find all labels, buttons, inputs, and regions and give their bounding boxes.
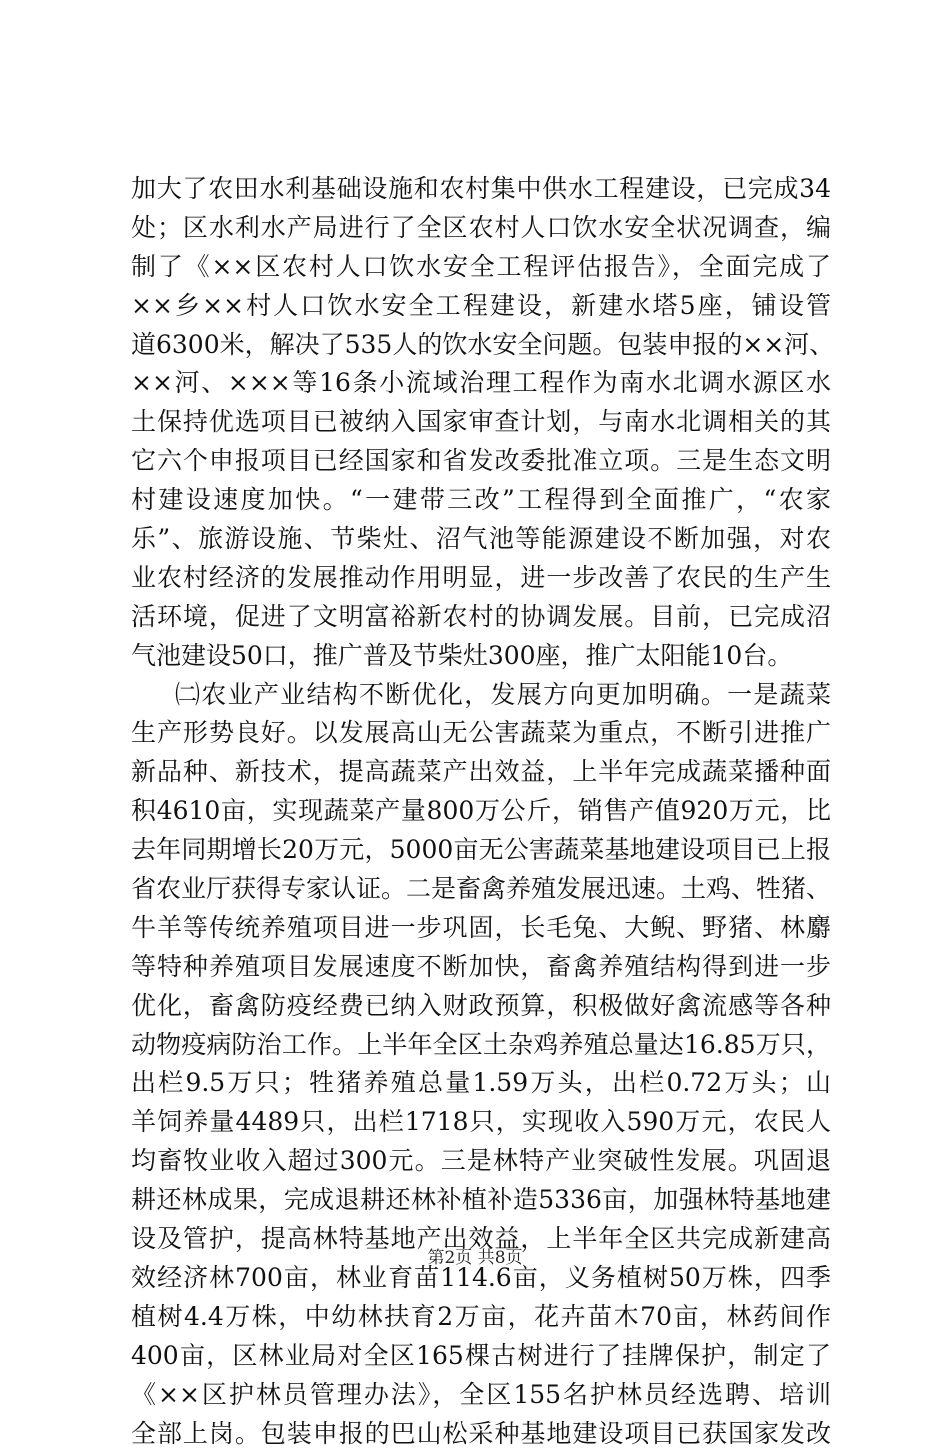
text-line: 活环境，促进了文明富裕新农村的协调发展。目前，已完成沼	[131, 598, 831, 637]
text-line: ××乡××村人口饮水安全工程建设，新建水塔5座，铺设管	[131, 287, 831, 326]
text-line: 出栏9.5万只；牲猪养殖总量1.59万头，出栏0.72万头；山	[131, 1064, 831, 1103]
text-line: 处；区水利水产局进行了全区农村人口饮水安全状况调查，编	[131, 209, 831, 248]
text-line: 它六个申报项目已经国家和省发改委批准立项。三是生态文明	[131, 442, 831, 481]
page-footer: 第2页 共8页	[0, 1246, 950, 1270]
text-line: 《××区护林员管理办法》，全区155名护林员经选聘、培训	[131, 1376, 831, 1415]
text-line: 积4610亩，实现蔬菜产量800万公斤，销售产值920万元，比	[131, 792, 831, 831]
text-line: 动物疫病防治工作。上半年全区土杂鸡养殖总量达16.85万只，	[131, 1026, 831, 1065]
text-line: 去年同期增长20万元，5000亩无公害蔬菜基地建设项目已上报	[131, 831, 831, 870]
text-line: 村建设速度加快。“一建带三改”工程得到全面推广，“农家	[131, 481, 831, 520]
text-line: 加大了农田水利基础设施和农村集中供水工程建设，已完成34	[131, 170, 831, 209]
text-line: 优化，畜禽防疫经费已纳入财政预算，积极做好禽流感等各种	[131, 987, 831, 1026]
text-line: 羊饲养量4489只，出栏1718只，实现收入590万元，农民人	[131, 1103, 831, 1142]
text-line: 400亩，区林业局对全区165棵古树进行了挂牌保护，制定了	[131, 1337, 831, 1376]
text-line: 业农村经济的发展推动作用明显，进一步改善了农民的生产生	[131, 559, 831, 598]
text-line: 道6300米，解决了535人的饮水安全问题。包装申报的××河、	[131, 326, 831, 365]
text-line: 植树4.4万株，中幼林扶育2万亩，花卉苗木70亩，林药间作	[131, 1298, 831, 1337]
text-line: 均畜牧业收入超过300元。三是林特产业突破性发展。巩固退	[131, 1142, 831, 1181]
text-line: 牛羊等传统养殖项目进一步巩固，长毛兔、大鲵、野猪、林麝	[131, 909, 831, 948]
text-line: 土保持优选项目已被纳入国家审查计划，与南水北调相关的其	[131, 403, 831, 442]
text-line: 生产形势良好。以发展高山无公害蔬菜为重点，不断引进推广	[131, 714, 831, 753]
text-line: 全部上岗。包装申报的巴山松采种基地建设项目已获国家发改	[131, 1415, 831, 1453]
text-line: 效经济林700亩，林业育苗114.6亩，义务植树50万株，四季	[131, 1259, 831, 1298]
text-line: 设及管护，提高林特基地产出效益，上半年全区共完成新建高	[131, 1220, 831, 1259]
text-line: 新品种、新技术，提高蔬菜产出效益，上半年完成蔬菜播种面	[131, 753, 831, 792]
text-line: ㈡农业产业结构不断优化，发展方向更加明确。一是蔬菜	[131, 676, 831, 715]
text-line: 耕还林成果，完成退耕还林补植补造5336亩，加强林特基地建	[131, 1181, 831, 1220]
text-line: 等特种养殖项目发展速度不断加快，畜禽养殖结构得到进一步	[131, 948, 831, 987]
text-line: ××河、×××等16条小流域治理工程作为南水北调水源区水	[131, 364, 831, 403]
text-line: 乐”、旅游设施、节柴灶、沼气池等能源建设不断加强，对农	[131, 520, 831, 559]
text-line: 省农业厅获得专家认证。二是畜禽养殖发展迅速。土鸡、牲猪、	[131, 870, 831, 909]
text-line: 气池建设50口，推广普及节柴灶300座，推广太阳能10台。	[131, 637, 831, 676]
text-line: 制了《××区农村人口饮水安全工程评估报告》，全面完成了	[131, 248, 831, 287]
